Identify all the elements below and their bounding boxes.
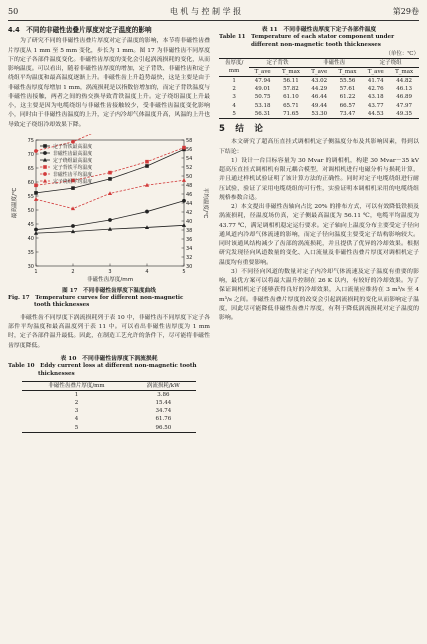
volume-label: 第29卷 bbox=[392, 6, 419, 16]
table-cell: 2 bbox=[232, 86, 236, 93]
table-cell: 46.44 bbox=[311, 94, 328, 101]
table-cell: 34.74 bbox=[155, 408, 172, 415]
temperature-chart bbox=[8, 134, 210, 284]
left-column bbox=[8, 26, 210, 433]
right-tick-label: 32 bbox=[186, 254, 193, 261]
table-cell: 43.02 bbox=[311, 78, 328, 84]
legend-marker bbox=[43, 165, 47, 169]
table11-subheader: T_max bbox=[281, 68, 300, 75]
right-tick-label: 38 bbox=[186, 227, 193, 234]
table-cell: 46.89 bbox=[396, 94, 412, 101]
table-cell: 3.86 bbox=[157, 391, 170, 398]
table-row bbox=[22, 415, 196, 423]
legend-label: 非磁性齿平均温度 bbox=[53, 171, 93, 178]
section-title: 4.4 不同的非磁性齿叠片厚度对定子温度的影响 bbox=[8, 26, 152, 34]
table-cell: 57.61 bbox=[339, 86, 356, 93]
x-tick-label: 5 bbox=[182, 268, 186, 275]
table-cell: 4 bbox=[232, 102, 236, 109]
right-tick-label: 36 bbox=[186, 236, 193, 243]
x-tick-label: 1 bbox=[34, 268, 38, 275]
data-point bbox=[71, 224, 75, 228]
table11-subheader: T_max bbox=[338, 68, 357, 75]
section-paragraph-1: 为了研究不同的非磁性齿叠片厚度对定子温度的影响，本节将非磁性齿叠片厚度从 1 mm 至 5 mm 变化，步长为 1 mm。图 17 为非磁性齿不同厚度下的定子各部件温度变化。非磁性齿厚度的变化会引起涡流损耗的变化，从而影响温度。可以看出，随着非磁性齿厚度的增加，定子背铁、非磁性齿和定子绕组平均温度和最高温度逐渐上升。非磁性齿上升趋势最快，这是主要是由于非磁性齿厚度每增加 1 mm，涡流损耗是以指数倍增加的，而定子背铁温度与非磁性齿接触，两者之间的热交换导致背铁温度上升。定子绕组温度上升最小，这主要是因为电缆绕组与非磁性齿接触较少，受非磁性齿温度变化影响小，同时由于非磁性齿温度的上升，定子内冷却气体温度升高，风温的上升也导致定子绕组冷却效果下降。 bbox=[8, 38, 210, 128]
table10-header: 非磁性齿叠片厚度/mm bbox=[48, 382, 105, 389]
left-tick-label: 50 bbox=[27, 207, 34, 214]
table-cell: 44.82 bbox=[396, 78, 412, 84]
x-tick-label: 4 bbox=[145, 268, 149, 275]
journal-title: 电 机 与 控 制 学 报 bbox=[169, 6, 242, 16]
figure-caption-cn: 图 17 不同非磁性齿厚度下温度曲线 bbox=[62, 287, 156, 294]
conclusion-title: 5 结 论 bbox=[219, 124, 264, 135]
left-tick-label: 70 bbox=[27, 151, 34, 158]
x-tick-label: 3 bbox=[108, 268, 112, 275]
table-row bbox=[219, 102, 419, 110]
x-axis-label: 非磁性齿厚度/mm bbox=[86, 276, 134, 283]
data-point bbox=[34, 183, 38, 187]
right-tick-label: 34 bbox=[186, 245, 193, 252]
x-tick-label: 2 bbox=[71, 268, 75, 275]
table11-subheader: T_ave bbox=[367, 68, 384, 75]
table-cell: 49.44 bbox=[311, 102, 328, 109]
table-row bbox=[22, 390, 196, 399]
table11-body bbox=[219, 77, 419, 119]
table-cell: 71.65 bbox=[283, 110, 299, 117]
table-cell: 46.13 bbox=[396, 86, 412, 93]
table-cell: 53.18 bbox=[254, 102, 271, 109]
data-point bbox=[34, 149, 38, 153]
table-cell: 49.35 bbox=[396, 110, 412, 117]
table-cell: 57.82 bbox=[283, 86, 299, 93]
table10-caption-en-1: Table 10 Eddy current loss at different non-magnetic tooth bbox=[8, 362, 197, 369]
table-cell: 5 bbox=[232, 110, 236, 117]
legend-label: 定子绕组平均温度 bbox=[53, 178, 93, 185]
figure-caption-en-2: tooth thicknesses bbox=[34, 302, 90, 309]
legend-label: 定子绕组最高温度 bbox=[53, 157, 93, 164]
left-tick-label: 30 bbox=[27, 263, 34, 270]
table11-caption-cn: 表 11 不同非磁性齿厚度下定子各部件温度 bbox=[261, 27, 377, 33]
data-point bbox=[182, 199, 186, 203]
table11 bbox=[219, 58, 419, 119]
header-rule bbox=[8, 20, 419, 21]
table11-unit: （单位：℃） bbox=[385, 50, 419, 57]
table-cell: 56.11 bbox=[283, 78, 299, 84]
table11-group-header: 定子背铁 bbox=[249, 58, 306, 67]
table-cell: 1 bbox=[232, 78, 236, 84]
right-tick-label: 46 bbox=[186, 191, 193, 198]
table11-subheader: T_ave bbox=[254, 68, 271, 75]
conclusion-point-1: 1）设计一台目标容量为 30 Mvar 的调相机，构建 30 Mvar－35 kV 超高压直挂式调相机有限元耦合模型，对调相机进行电磁分析与损耗计算，并且通过样机试验证明了该计算方法的正确性。同时对定子电缆绕组进行耐压试验，验证了采用电缆绕组的可行性，实验证明本调相机采用的电缆绕组规格参数合适。 bbox=[219, 157, 419, 201]
table-cell: 1 bbox=[74, 391, 79, 398]
table-cell: 53.30 bbox=[311, 110, 328, 117]
table-cell: 73.47 bbox=[339, 110, 356, 117]
table11-caption-en-1: Table 11 Temperature of each stator component under bbox=[219, 34, 395, 40]
table10-caption-en-2: thicknesses bbox=[38, 370, 75, 377]
data-point bbox=[145, 164, 149, 168]
table-cell: 47.97 bbox=[396, 102, 412, 109]
conclusion-point-2: 2）本文提出非磁性齿轴向占比 20% 的排布方式，可以有效降低铁损及涡流损耗，径温度场仿真，定子侧最高温度为 56.11 ℃，电缆平均温度为 43.77 ℃，满足调相机稳定运行要求。定子轴向上温度分布主要受定子径向通风道内冷却气体流速的影响，而定子径向温度主要受定子结构影响较大。同时该通风结构减少了齿部的涡流损耗，并且提供了优异的冷却效果。根据研究发现径向风道数量的变化、入口流量及非磁性齿叠片厚度对调相机定子温度均有重要影响。 bbox=[219, 204, 419, 266]
legend-label: 定子背铁最高温度 bbox=[53, 143, 93, 150]
right-axis-label: 平均温度/℃ bbox=[202, 187, 208, 219]
table11-group-header: 定子绕组 bbox=[362, 58, 419, 67]
data-point bbox=[34, 197, 38, 201]
right-tick-label: 58 bbox=[186, 137, 193, 144]
table-row bbox=[219, 77, 419, 86]
table-cell: 61.10 bbox=[283, 94, 299, 101]
table-cell: 56.31 bbox=[254, 110, 271, 117]
right-tick-label: 52 bbox=[186, 164, 193, 171]
table11-thickness-unit: mm bbox=[228, 68, 240, 75]
legend-label: 非磁性齿最高温度 bbox=[53, 150, 93, 157]
table-row bbox=[22, 424, 196, 433]
table-cell: 5 bbox=[74, 424, 79, 431]
left-tick-label: 60 bbox=[27, 179, 34, 186]
table11-thickness-header bbox=[219, 58, 249, 76]
running-header bbox=[8, 4, 419, 18]
data-point bbox=[145, 209, 149, 213]
right-tick-label: 30 bbox=[186, 263, 193, 270]
table-cell: 15.44 bbox=[155, 399, 172, 406]
legend-marker bbox=[43, 144, 47, 148]
table10-caption-cn: 表 10 不同非磁性齿厚度下涡流损耗 bbox=[60, 355, 158, 362]
right-tick-label: 56 bbox=[186, 146, 193, 153]
table-row bbox=[22, 399, 196, 407]
legend-marker bbox=[43, 172, 47, 176]
page-number: 50 bbox=[8, 6, 19, 16]
legend-marker bbox=[43, 151, 47, 155]
right-tick-label: 50 bbox=[186, 173, 193, 180]
table-cell: 44.53 bbox=[367, 110, 384, 117]
table-cell: 47.94 bbox=[254, 78, 271, 84]
data-point bbox=[34, 227, 38, 231]
left-tick-label: 55 bbox=[27, 193, 34, 200]
left-tick-label: 75 bbox=[27, 137, 34, 144]
table10-header: 涡流损耗/kW bbox=[146, 382, 180, 389]
right-column bbox=[219, 26, 419, 323]
right-tick-label: 40 bbox=[186, 218, 193, 225]
table-cell: 2 bbox=[74, 399, 79, 406]
table-cell: 55.56 bbox=[339, 78, 356, 84]
table11-caption-en-2: different non-magnetic tooth thicknesses bbox=[251, 41, 381, 48]
table-cell: 66.57 bbox=[339, 102, 356, 109]
data-point bbox=[108, 171, 112, 175]
data-point bbox=[108, 218, 112, 222]
table-row bbox=[219, 85, 419, 93]
left-tick-label: 35 bbox=[27, 249, 34, 256]
table-cell: 65.71 bbox=[283, 102, 299, 109]
conclusion-intro: 本文研究了超高压直挂式调相机定子侧温度分布及其影响因素，得到以下结论： bbox=[219, 139, 419, 155]
left-axis-label: 最高温度/℃ bbox=[12, 187, 18, 219]
table-row bbox=[219, 110, 419, 119]
table-cell: 43.18 bbox=[367, 94, 384, 101]
data-point bbox=[34, 191, 38, 195]
series-line bbox=[36, 201, 184, 230]
right-tick-label: 44 bbox=[186, 200, 193, 207]
left-tick-label: 45 bbox=[27, 221, 34, 228]
section-paragraph-2: 非磁性齿不同厚度下涡流损耗列于表 10 中，非磁性齿不同厚度下定子各部件平均温度和最高温度列于表 11 中。可以看出非磁性齿厚度为 1 mm 时，定子各部件温升最低。因此，在制造工艺允许的条件下，尽可能将非磁性齿厚度降低。 bbox=[8, 314, 210, 349]
table-cell: 3 bbox=[232, 94, 236, 101]
table-cell: 3 bbox=[74, 408, 79, 415]
table-row bbox=[22, 407, 196, 415]
legend-label: 定子背铁平均温度 bbox=[53, 164, 93, 171]
table-row bbox=[219, 93, 419, 101]
table-cell: 96.50 bbox=[155, 424, 172, 431]
data-point bbox=[71, 186, 75, 190]
data-point bbox=[108, 177, 112, 181]
table-cell: 49.01 bbox=[254, 86, 271, 93]
left-tick-label: 40 bbox=[27, 235, 34, 242]
table-cell: 43.77 bbox=[367, 102, 384, 109]
table-cell: 41.74 bbox=[367, 78, 384, 84]
figure-caption-en-1: Fig. 17 Temperature curves for different non-magnetic bbox=[8, 294, 184, 301]
right-tick-label: 48 bbox=[186, 182, 193, 189]
table-cell: 44.29 bbox=[311, 86, 328, 93]
table11-subheader: T_ave bbox=[311, 68, 328, 75]
table11-group-header: 非磁性齿 bbox=[306, 58, 363, 67]
left-tick-label: 65 bbox=[27, 165, 34, 172]
right-tick-label: 54 bbox=[186, 155, 193, 162]
data-point bbox=[145, 160, 149, 164]
data-point bbox=[182, 146, 186, 150]
table11-thickness-label: 齿厚度/ bbox=[224, 60, 244, 67]
table-cell: 50.75 bbox=[254, 94, 271, 101]
conclusion-point-3: 3）不同径向风道的数量对定子内冷却气体流速及定子温度有重要的影响，最优方案可以将最大温升控制在 26 K 以内，有较好的冷却效果。为了保证调相机定子能够获得良好的冷却效果，入口流量应维持在 3 m³/s 至 4 m³/s 之间。非磁性齿叠片厚度的改变会引起涡流损耗的变化从而影响定子温度，因此尽可能降低非磁性齿叠片厚度，有利于降低涡流损耗对定子温度的影响。 bbox=[219, 268, 419, 322]
table-cell: 61.76 bbox=[155, 416, 172, 423]
table-cell: 42.76 bbox=[367, 86, 384, 93]
data-point bbox=[108, 191, 112, 195]
table11-subheader: T_max bbox=[395, 68, 414, 75]
right-tick-label: 42 bbox=[186, 209, 193, 216]
table-cell: 61.22 bbox=[339, 94, 356, 101]
table-cell: 4 bbox=[74, 416, 79, 423]
table10 bbox=[22, 381, 196, 433]
